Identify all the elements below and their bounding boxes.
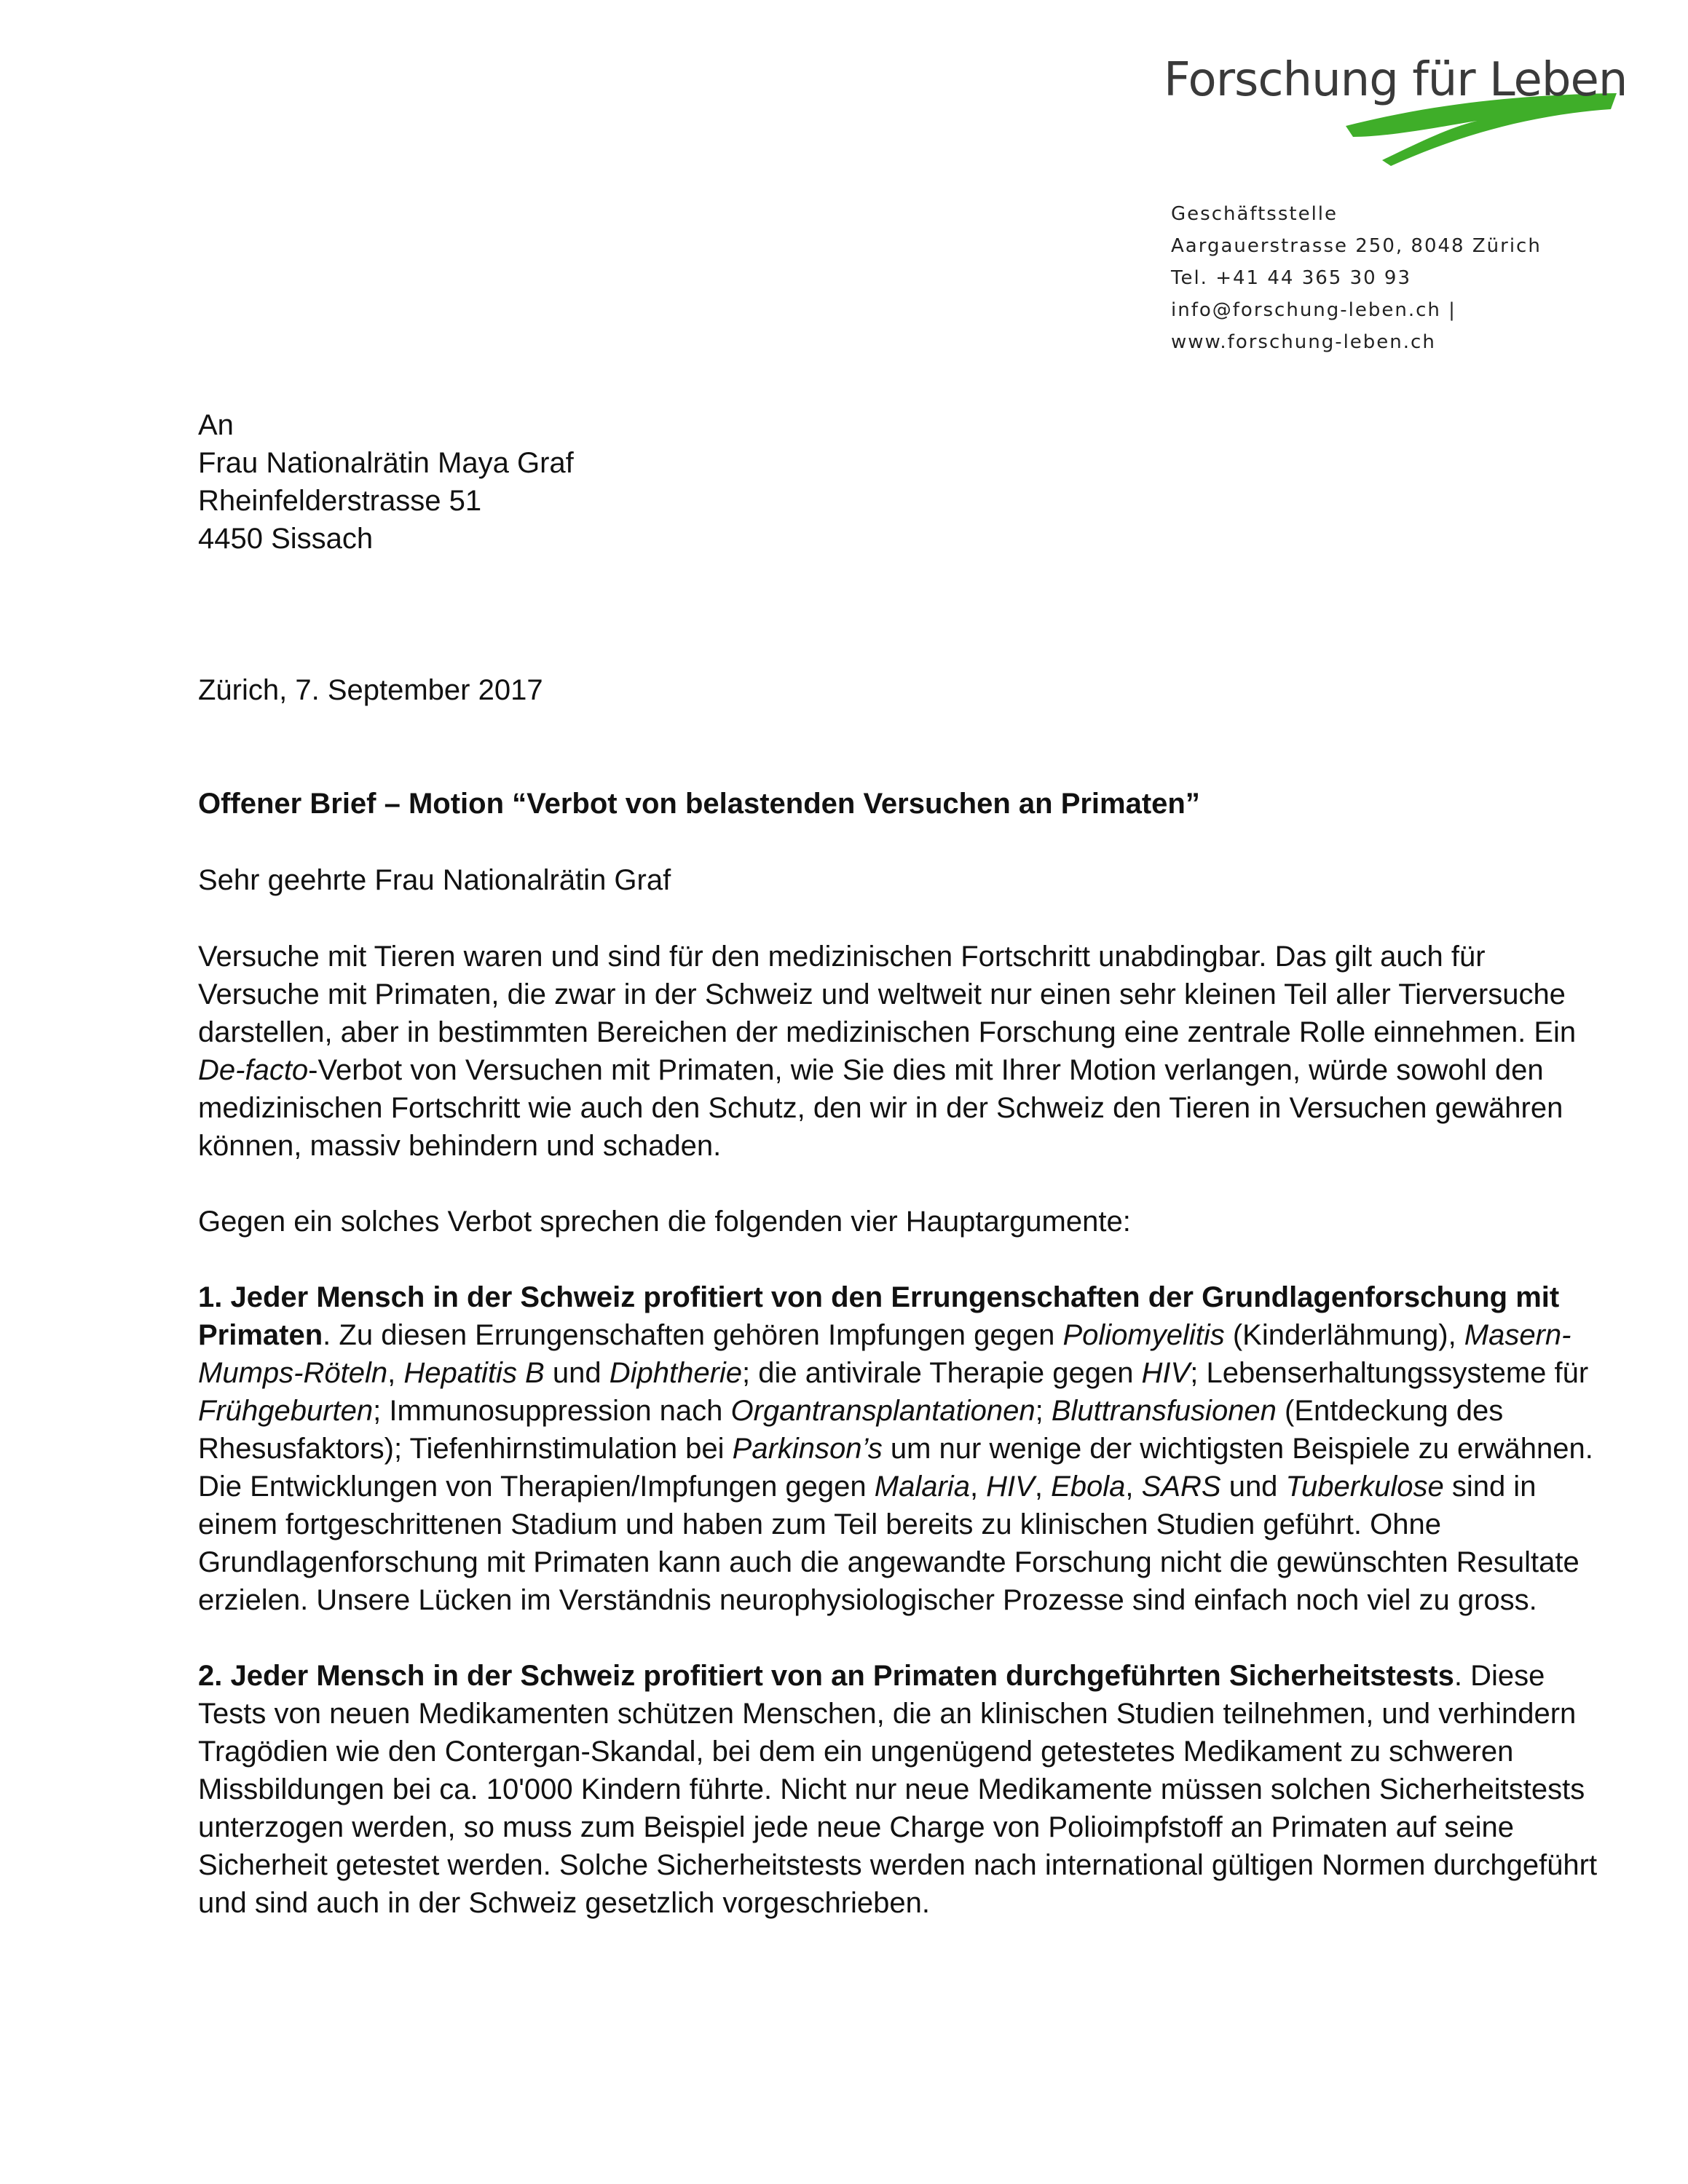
body-line (198, 1733, 1514, 1770)
text-run: (Kinderlähmung), (1224, 1319, 1464, 1351)
text-run: ; Immunosuppression nach (373, 1395, 731, 1427)
body-line (198, 976, 1566, 1013)
salutation: Sehr geehrte Frau Nationalrätin Graf (198, 864, 671, 896)
recipient-address (198, 406, 1509, 558)
body-line (198, 1846, 1598, 1884)
text-run: Diphtherie (609, 1357, 743, 1389)
text-run: , (969, 1471, 987, 1503)
text-run: und sind auch in der Schweiz gesetzlich vorgeschrieben. (198, 1887, 931, 1919)
address-line: 4450 Sissach (198, 523, 374, 555)
text-run: SARS (1141, 1471, 1221, 1503)
body-line (198, 1089, 1563, 1127)
text-run: darstellen, aber in bestimmten Bereichen der medizinischen Forschung eine zentrale Rolle einnehmen. Ein (198, 1016, 1577, 1048)
text-run: 2. Jeder Mensch in der Schweiz profitiert von an Primaten durchgeführten Sicherheitstests (198, 1660, 1454, 1692)
text-run: , (1125, 1471, 1142, 1503)
office-contact-block (1171, 198, 1542, 358)
text-run: Rhesusfaktors); Tiefenhirnstimulation bei (198, 1433, 733, 1465)
text-run: medizinischen Fortschritt wie auch den Schutz, den wir in der Schweiz den Tieren in Versuchen gewähren (198, 1092, 1563, 1124)
address-line: An (198, 409, 234, 441)
text-run: Bluttransfusionen (1051, 1395, 1277, 1427)
logo (1164, 53, 1628, 181)
text-run: Frühgeburten (198, 1395, 374, 1427)
text-run: Missbildungen bei ca. 10'000 Kindern führte. Nicht nur neue Medikamente müssen solchen Sicherheitstests (198, 1773, 1585, 1805)
text-run: können, massiv behindern und schaden. (198, 1130, 722, 1162)
body-line (198, 1127, 1509, 1165)
body-line (198, 1013, 1577, 1051)
text-run: ; die antivirale Therapie gegen (742, 1357, 1142, 1389)
body-paragraph (198, 938, 1577, 1165)
text-run: unterzogen werden, so muss zum Beispiel jede neue Charge von Polioimpfstoff an Primaten auf seine (198, 1811, 1514, 1843)
text-run: Ebola (1051, 1471, 1126, 1503)
office-website: www.forschung-leben.ch (1171, 331, 1436, 353)
body-line (198, 1392, 1509, 1430)
text-run: Hepatitis B (403, 1357, 545, 1389)
text-run: -Verbot von Versuchen mit Primaten, wie Sie dies mit Ihrer Motion verlangen, würde sowohl den (308, 1054, 1544, 1086)
office-phone: Tel. +41 44 365 30 93 (1171, 267, 1412, 289)
text-run: . Diese (1454, 1660, 1545, 1692)
text-run: und (544, 1357, 610, 1389)
text-run: erzielen. Unsere Lücken im Verständnis neurophysiologischer Prozesse sind einfach noch viel zu gross. (198, 1584, 1537, 1616)
body-line (198, 1695, 1577, 1733)
text-run: Gegen ein solches Verbot sprechen die folgenden vier Hauptargumente: (198, 1206, 1131, 1238)
text-run: ; (1035, 1395, 1052, 1427)
text-run: Poliomyelitis (1062, 1319, 1225, 1351)
text-run: ; Lebenserhaltungssysteme für (1190, 1357, 1589, 1389)
body-line (198, 1278, 1560, 1316)
body-paragraph (198, 1278, 1593, 1619)
body-line (198, 1543, 1579, 1581)
text-run: Grundlagenforschung mit Primaten kann auch die angewandte Forschung nicht die gewünschten Resultate (198, 1546, 1579, 1578)
text-run: Sicherheit getestet werden. Solche Sicherheitstests werden nach international gültigen Normen durchgeführt (198, 1849, 1598, 1881)
text-run: um nur wenige der wichtigsten Beispiele zu erwähnen. (882, 1433, 1593, 1465)
text-run: Mumps-Röteln (198, 1357, 388, 1389)
text-run: Tests von neuen Medikamenten schützen Menschen, die an klinischen Studien teilnehmen, und verhindern (198, 1698, 1577, 1730)
text-run: , (1034, 1471, 1052, 1503)
body-line (198, 1884, 1509, 1922)
text-run: Versuche mit Primaten, die zwar in der Schweiz und weltweit nur einen sehr kleinen Teil aller Tierversuche (198, 978, 1566, 1010)
text-run: Malaria (874, 1471, 970, 1503)
text-run: Masern- (1464, 1319, 1571, 1351)
text-run: Tragödien wie den Contergan-Skandal, bei dem ein ungenügend getestetes Medikament zu schweren (198, 1736, 1514, 1768)
text-run: Primaten (198, 1319, 323, 1351)
address-line: Rheinfelderstrasse 51 (198, 485, 482, 517)
text-run: , (387, 1357, 404, 1389)
text-run: 1. Jeder Mensch in der Schweiz profitiert von den Errungenschaften der Grundlagenforschung mit (198, 1281, 1560, 1313)
body-line (198, 1430, 1593, 1468)
text-run: und (1220, 1471, 1286, 1503)
body-paragraph (198, 1657, 1598, 1922)
body-line (198, 1316, 1571, 1354)
body-line (198, 1051, 1544, 1089)
body-paragraph (198, 1203, 1509, 1241)
body-line (198, 1581, 1537, 1619)
office-label: Geschäftsstelle (1171, 203, 1338, 225)
office-email: info@forschung-leben.ch | (1171, 299, 1456, 321)
logo-text: Forschung für Leben (1164, 53, 1628, 107)
letter-subject: Offener Brief – Motion “Verbot von belastenden Versuchen an Primaten” (198, 788, 1200, 820)
office-street: Aargauerstrasse 250, 8048 Zürich (1171, 235, 1542, 257)
body-line (198, 1506, 1509, 1543)
text-run: Tuberkulose (1285, 1471, 1444, 1503)
body-line (198, 938, 1509, 976)
body-line (198, 1808, 1514, 1846)
text-run: sind in (1443, 1471, 1537, 1503)
text-run: Parkinson’s (732, 1433, 883, 1465)
body-line (198, 1203, 1509, 1241)
letter-date: Zürich, 7. September 2017 (198, 674, 543, 706)
letter-body (198, 938, 1598, 1922)
text-run: De-facto (198, 1054, 309, 1086)
text-run: Die Entwicklungen von Therapien/Impfungen gegen (198, 1471, 875, 1503)
body-line (198, 1354, 1589, 1392)
body-line (198, 1468, 1537, 1506)
text-run: . Zu diesen Errungenschaften gehören Impfungen gegen (323, 1319, 1063, 1351)
text-run: Organtransplantationen (730, 1395, 1036, 1427)
text-run: HIV (986, 1471, 1035, 1503)
text-run: Versuche mit Tieren waren und sind für den medizinischen Fortschritt unabdingbar. Das gilt auch für (198, 941, 1486, 973)
body-line (198, 1770, 1585, 1808)
text-run: HIV (1141, 1357, 1191, 1389)
text-run: (Entdeckung des (1276, 1395, 1504, 1427)
body-line (198, 1657, 1545, 1695)
text-run: einem fortgeschrittenen Stadium und haben zum Teil bereits zu klinischen Studien geführt. Ohne (198, 1508, 1441, 1540)
address-line: Frau Nationalrätin Maya Graf (198, 447, 574, 479)
